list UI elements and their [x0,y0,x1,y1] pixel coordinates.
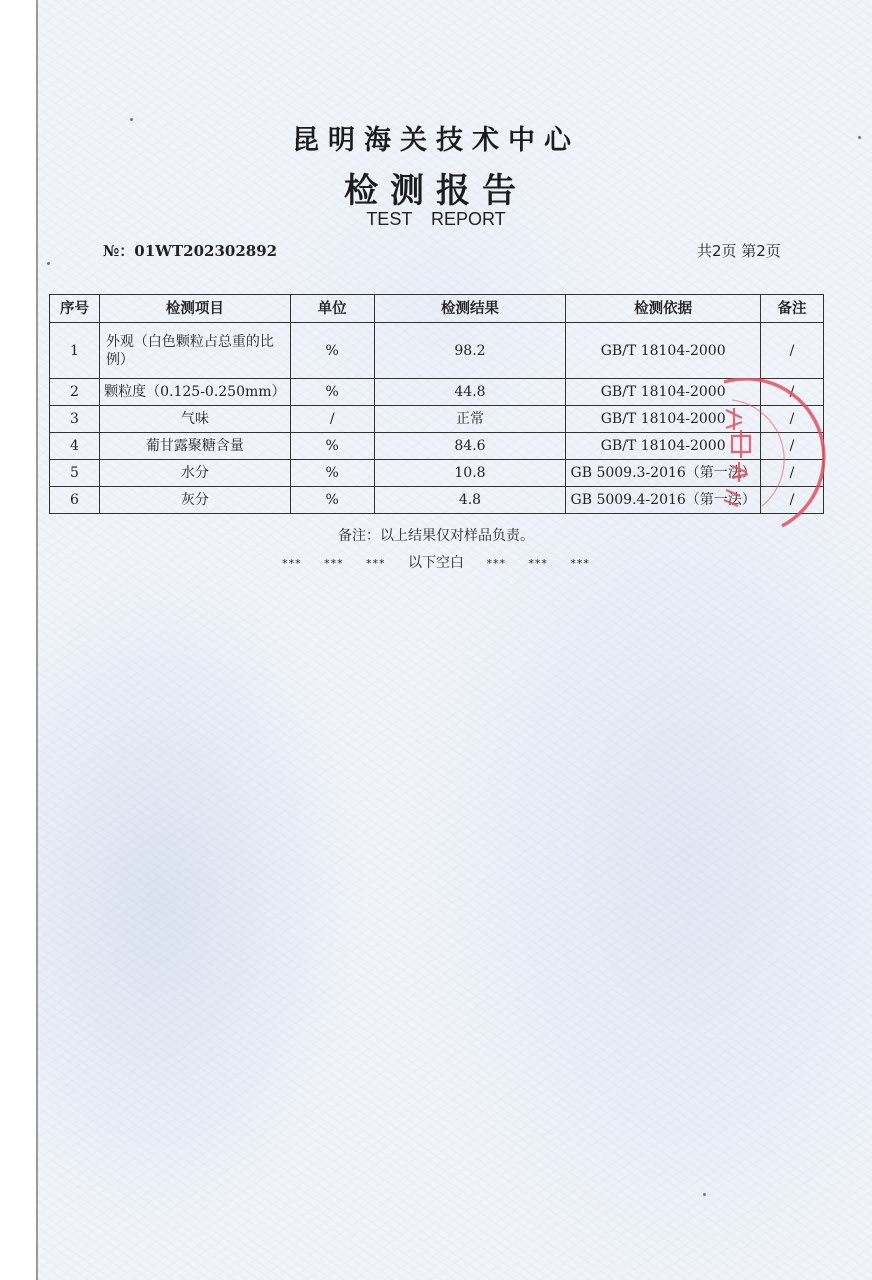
cell-index: 5 [50,460,100,487]
table-row [50,460,824,487]
cell-result: 84.6 [374,433,566,460]
cell-result: 正常 [374,406,566,433]
cell-remark: / [761,406,824,433]
organization-name: 昆明海关技术中心 [292,125,580,156]
cell-unit: % [290,487,374,514]
table-header-row [50,295,824,323]
cell-method: GB/T 18104-2000 [566,406,761,433]
cell-item: 灰分 [99,487,290,514]
report-title: 检测报告 [344,171,528,211]
blank-below-line [0,552,872,572]
cell-remark: / [761,460,824,487]
cell-remark: / [761,379,824,406]
cell-item: 外观（白色颗粒占总重的比例） [99,323,290,379]
report-number: №：01WT202302892 [103,242,278,260]
cell-index: 6 [50,487,100,514]
table-row [50,406,824,433]
separator-stars: *** [282,557,302,570]
table-row [50,323,824,379]
page-indicator: 共2页 第2页 [697,242,781,260]
cell-item: 颗粒度（0.125-0.250mm） [99,379,290,406]
results-table [49,294,824,514]
cell-item: 气味 [99,406,290,433]
separator-stars: *** [366,557,386,570]
cell-result: 44.8 [374,379,566,406]
cell-index: 1 [50,323,100,379]
cell-method: GB/T 18104-2000 [566,379,761,406]
cell-method: GB 5009.4-2016（第一法） [566,487,761,514]
column-header-item: 检测项目 [99,295,290,323]
blank-below-text: 以下空白 [408,555,464,571]
report-title-english: TEST REPORT [366,209,506,229]
cell-unit: % [290,433,374,460]
table-row [50,487,824,514]
table-row [50,379,824,406]
cell-index: 4 [50,433,100,460]
cell-remark: / [761,487,824,514]
cell-unit: % [290,323,374,379]
separator-stars: *** [324,557,344,570]
separator-stars: *** [528,557,548,570]
column-header-result: 检测结果 [374,295,566,323]
scan-speck [703,1193,706,1196]
column-header-remark: 备注 [761,295,824,323]
cell-remark: / [761,433,824,460]
cell-index: 2 [50,379,100,406]
column-header-unit: 单位 [290,295,374,323]
cell-unit: / [290,406,374,433]
cell-unit: % [290,379,374,406]
cell-item: 水分 [99,460,290,487]
cell-remark: / [761,323,824,379]
cell-result: 10.8 [374,460,566,487]
cell-unit: % [290,460,374,487]
remark-note: 备注：以上结果仅对样品负责。 [338,528,534,544]
separator-stars: *** [486,557,506,570]
cell-method: GB 5009.3-2016（第一法） [566,460,761,487]
cell-index: 3 [50,406,100,433]
cell-method: GB/T 18104-2000 [566,323,761,379]
separator-stars: *** [570,557,590,570]
table-row [50,433,824,460]
scan-speck [47,262,50,265]
cell-item: 葡甘露聚糖含量 [99,433,290,460]
cell-method: GB/T 18104-2000 [566,433,761,460]
column-header-index: 序号 [50,295,100,323]
cell-result: 98.2 [374,323,566,379]
cell-result: 4.8 [374,487,566,514]
column-header-method: 检测依据 [566,295,761,323]
